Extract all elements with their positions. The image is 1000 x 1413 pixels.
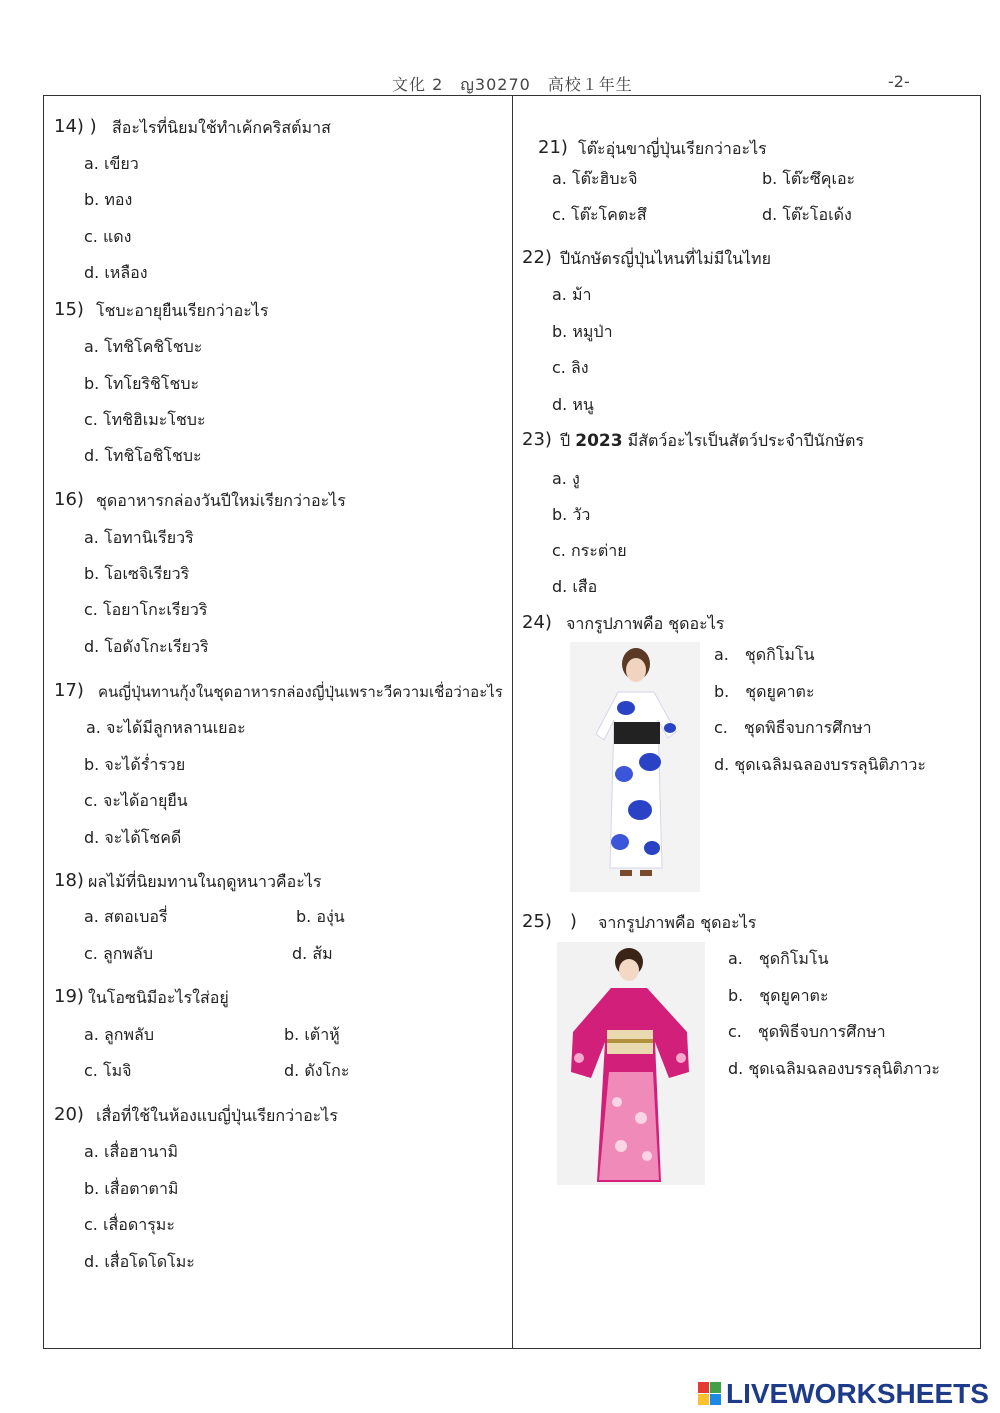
option-b[interactable]: b. เต้าหู้ bbox=[284, 1025, 340, 1044]
furisode-illustration bbox=[557, 942, 705, 1185]
question-text-rest: มีสัตว์อะไรเป็นสัตว์ประจำปีนักษัตร bbox=[627, 431, 864, 450]
option-c[interactable]: c. จะได้อายุยืน bbox=[84, 791, 188, 810]
option-b[interactable]: b. จะได้ร่ำรวย bbox=[84, 755, 186, 774]
brand-name: LIVEWORKSHEETS bbox=[726, 1378, 989, 1409]
question-number: 25) ) bbox=[522, 911, 577, 932]
page-number: -2- bbox=[888, 72, 910, 91]
option-a[interactable]: a. ชุดกิโมโน bbox=[728, 949, 829, 968]
option-b[interactable]: b. โอเซจิเรียวริ bbox=[84, 564, 190, 583]
question-number: 18) bbox=[54, 870, 84, 891]
column-divider bbox=[512, 95, 513, 1349]
year: 2023 bbox=[575, 431, 623, 451]
question-text: คนญี่ปุ่นทานกุ้งในชุดอาหารกล่องญี่ปุ่นเพราะวีความเชื่อว่าอะไร bbox=[98, 683, 503, 701]
question-text: ในโอซนิมีอะไรใส่อยู่ bbox=[88, 988, 229, 1007]
question-text: โต๊ะอุ่นขาญี่ปุ่นเรียกว่าอะไร bbox=[578, 139, 767, 158]
yukata-illustration bbox=[570, 642, 700, 892]
question-number: 15) bbox=[54, 299, 84, 320]
option-c[interactable]: c. เสื่อดารุมะ bbox=[84, 1215, 175, 1234]
option-d[interactable]: d. ดังโกะ bbox=[284, 1061, 350, 1080]
page-header bbox=[0, 72, 1000, 96]
option-a[interactable]: a. โอทานิเรียวริ bbox=[84, 528, 194, 547]
option-a[interactable]: a. ลูกพลับ bbox=[84, 1025, 154, 1044]
option-c[interactable]: c. โอยาโกะเรียวริ bbox=[84, 600, 208, 619]
option-b[interactable]: b. หมูป่า bbox=[552, 322, 613, 341]
option-c[interactable]: c. ชุดพิธีจบการศึกษา bbox=[728, 1022, 886, 1041]
question-number: 19) bbox=[54, 986, 84, 1007]
yukata-photo bbox=[570, 642, 700, 892]
option-c[interactable]: c. โต๊ะโคตะสึ bbox=[552, 205, 647, 224]
question-text bbox=[560, 431, 864, 451]
option-c[interactable]: c. โทชิฮิเมะโชบะ bbox=[84, 410, 206, 429]
question-text: สีอะไรที่นิยมใช้ทำเค้กคริสต์มาส bbox=[112, 118, 331, 137]
option-b[interactable]: b. ทอง bbox=[84, 190, 133, 209]
option-d[interactable]: d. โอดังโกะเรียวริ bbox=[84, 637, 209, 656]
option-a[interactable]: a. ม้า bbox=[552, 285, 592, 304]
option-c[interactable]: c. ลิง bbox=[552, 358, 589, 377]
option-b[interactable]: b. โต๊ะซึคุเอะ bbox=[762, 169, 856, 188]
option-d[interactable]: d. ส้ม bbox=[292, 944, 333, 963]
option-a[interactable]: a. โทชิโคชิโชบะ bbox=[84, 337, 203, 356]
option-d[interactable]: d. โต๊ะโอเด้ง bbox=[762, 205, 852, 224]
option-c[interactable]: c. กระต่าย bbox=[552, 541, 627, 560]
question-text: โชบะอายุยืนเรียกว่าอะไร bbox=[96, 301, 269, 320]
option-a[interactable]: a. สตอเบอรี่ bbox=[84, 907, 168, 926]
option-d[interactable]: d. จะได้โชคดี bbox=[84, 828, 182, 847]
option-d[interactable]: d. เสือ bbox=[552, 577, 598, 596]
option-d[interactable]: d. โทชิโอชิโชบะ bbox=[84, 446, 202, 465]
liveworksheets-logo-icon bbox=[698, 1382, 722, 1406]
question-text: จากรูปภาพคือ ชุดอะไร bbox=[566, 614, 725, 633]
question-number: 21) bbox=[538, 137, 568, 158]
question-number: 14) ) bbox=[54, 116, 97, 137]
question-text: ปีนักษัตรญี่ปุ่นไหนที่ไม่มีในไทย bbox=[560, 249, 771, 268]
option-a[interactable]: a. เสื่อฮานามิ bbox=[84, 1142, 179, 1161]
worksheet-title: 文化 2 ญ30270 高校１年生 bbox=[392, 75, 633, 94]
question-text: ผลไม้ที่นิยมทานในฤดูหนาวคือะไร bbox=[88, 872, 322, 891]
question-text: ชุดอาหารกล่องวันปีใหม่เรียกว่าอะไร bbox=[96, 491, 346, 510]
option-b[interactable]: b. วัว bbox=[552, 505, 591, 524]
question-number: 24) bbox=[522, 612, 552, 633]
option-c[interactable]: c. ลูกพลับ bbox=[84, 944, 153, 963]
question-number: 17) bbox=[54, 680, 84, 701]
question-number: 22) bbox=[522, 247, 552, 268]
question-text: เสื่อที่ใช้ในห้องแบญี่ปุ่นเรียกว่าอะไร bbox=[96, 1106, 338, 1125]
option-c[interactable]: c. โมจิ bbox=[84, 1061, 132, 1080]
option-a[interactable]: a. เขียว bbox=[84, 154, 139, 173]
option-b[interactable]: b. เสื่อตาตามิ bbox=[84, 1179, 179, 1198]
option-d[interactable]: d. เหลือง bbox=[84, 263, 148, 282]
furisode-photo bbox=[557, 942, 705, 1185]
year-prefix: ปี bbox=[560, 431, 571, 450]
option-a[interactable]: a. ชุดกิโมโน bbox=[714, 645, 815, 664]
option-d[interactable]: d. เสื่อโดโดโมะ bbox=[84, 1252, 195, 1271]
option-b[interactable]: b. ชุดยูคาตะ bbox=[728, 986, 829, 1005]
question-number: 16) bbox=[54, 489, 84, 510]
question-number: 20) bbox=[54, 1104, 84, 1125]
question-number: 23) bbox=[522, 429, 552, 450]
option-d[interactable]: d. ชุดเฉลิมฉลองบรรลุนิติภาวะ bbox=[714, 755, 927, 774]
option-a[interactable]: a. โต๊ะฮิบะจิ bbox=[552, 169, 638, 188]
option-c[interactable]: c. ชุดพิธีจบการศึกษา bbox=[714, 718, 872, 737]
option-a[interactable]: a. จะได้มีลูกหลานเยอะ bbox=[86, 718, 246, 737]
option-c[interactable]: c. แดง bbox=[84, 227, 132, 246]
option-b[interactable]: b. องุ่น bbox=[296, 907, 345, 926]
option-a[interactable]: a. งู bbox=[552, 469, 580, 488]
question-text: จากรูปภาพคือ ชุดอะไร bbox=[598, 913, 757, 932]
option-d[interactable]: d. หนู bbox=[552, 395, 594, 414]
option-d[interactable]: d. ชุดเฉลิมฉลองบรรลุนิติภาวะ bbox=[728, 1059, 941, 1078]
option-b[interactable]: b. ชุดยูคาตะ bbox=[714, 682, 815, 701]
option-b[interactable]: b. โทโยริชิโชบะ bbox=[84, 374, 200, 393]
